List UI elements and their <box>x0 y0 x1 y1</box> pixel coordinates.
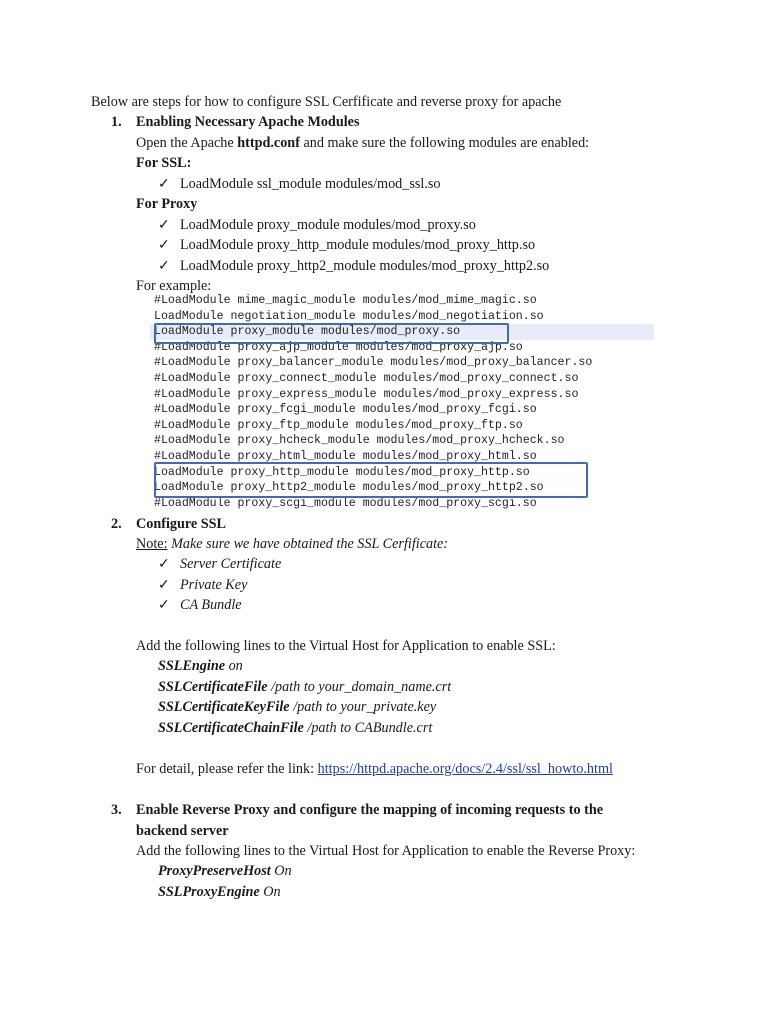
cert-item <box>158 597 242 614</box>
proxy-item <box>158 258 549 275</box>
proxy-directive <box>158 863 292 880</box>
ssl-directive <box>158 679 451 696</box>
proxy-item-label: LoadModule proxy_http_module modules/mod_proxy_http.so <box>180 237 536 253</box>
code-line: #LoadModule proxy_fcgi_module modules/mod_proxy_fcgi.so <box>154 403 537 417</box>
step3-title-line2: backend server <box>136 823 229 839</box>
note-text: Make sure we have obtained the SSL Cerfificate: <box>167 536 449 552</box>
step2-number: 2. <box>111 516 122 532</box>
step1-open-line <box>136 135 589 152</box>
step3-title-line1: Enable Reverse Proxy and configure the mapping of incoming requests to the <box>136 802 604 818</box>
note-label: Note: <box>136 536 168 552</box>
ssl-item-label: LoadModule ssl_module modules/mod_ssl.so <box>180 176 441 192</box>
directive-name: SSLEngine <box>158 658 226 674</box>
step3-number: 3. <box>111 802 122 818</box>
ssl-directive <box>158 720 432 737</box>
proxy-heading: For Proxy <box>136 196 198 212</box>
directive-value: On <box>270 863 292 879</box>
proxy-directive <box>158 884 281 901</box>
step1-title: Enabling Necessary Apache Modules <box>136 114 360 130</box>
step2-title: Configure SSL <box>136 516 227 532</box>
directive-value: /path to your_private.key <box>289 699 437 715</box>
code-line: #LoadModule proxy_ajp_module modules/mod_proxy_ajp.so <box>154 340 523 354</box>
ssl-add-lines: Add the following lines to the Virtual Host for Application to enable SSL: <box>136 638 556 654</box>
check-mark-icon: ✓ <box>158 556 170 572</box>
code-line: #LoadModule proxy_connect_module modules/mod_proxy_connect.so <box>154 371 579 385</box>
directive-name: SSLCertificateFile <box>158 679 268 695</box>
proxy-item <box>158 217 476 234</box>
code-line: LoadModule proxy_http2_module modules/mod_proxy_http2.so <box>154 481 544 495</box>
cert-item <box>158 577 247 594</box>
check-mark-icon: ✓ <box>158 258 170 274</box>
proxy-item <box>158 237 535 254</box>
code-line-highlighted: LoadModule proxy_module modules/mod_proxy.so <box>150 324 654 340</box>
directive-name: SSLProxyEngine <box>158 884 260 900</box>
step1-number: 1. <box>111 114 122 130</box>
directive-value: /path to CABundle.crt <box>303 720 433 736</box>
directive-name: SSLCertificateChainFile <box>158 720 304 736</box>
cert-item-label: CA Bundle <box>180 597 242 613</box>
check-mark-icon: ✓ <box>158 577 170 593</box>
code-line: #LoadModule proxy_html_module modules/mod_proxy_html.so <box>154 449 537 463</box>
httpd-conf-filename: httpd.conf <box>237 135 300 151</box>
code-line: #LoadModule proxy_balancer_module modules/mod_proxy_balancer.so <box>154 356 593 370</box>
code-line: #LoadModule proxy_scgi_module modules/mod_proxy_scgi.so <box>154 496 537 510</box>
step2-note <box>136 536 448 553</box>
check-mark-icon: ✓ <box>158 217 170 233</box>
highlight-box-proxy-http-modules <box>154 462 588 498</box>
directive-value: /path to your_domain_name.crt <box>267 679 452 695</box>
code-line: #LoadModule mime_magic_module modules/mod_mime_magic.so <box>154 294 537 307</box>
code-line: #LoadModule proxy_ftp_module modules/mod_proxy_ftp.so <box>154 418 523 432</box>
code-line: #LoadModule proxy_express_module modules/mod_proxy_express.so <box>154 387 579 401</box>
open-prefix: Open the Apache <box>136 135 238 151</box>
directive-value: on <box>225 658 243 674</box>
cert-item <box>158 556 281 573</box>
code-line: #LoadModule proxy_hcheck_module modules/mod_proxy_hcheck.so <box>154 434 565 448</box>
proxy-add-lines: Add the following lines to the Virtual Host for Application to enable the Reverse Proxy: <box>136 843 636 859</box>
cert-item-label: Private Key <box>180 577 248 593</box>
proxy-item-label: LoadModule proxy_module modules/mod_proxy.so <box>180 217 476 233</box>
highlight-box-proxy-module <box>154 323 509 344</box>
check-mark-icon: ✓ <box>158 597 170 613</box>
proxy-item-label: LoadModule proxy_http2_module modules/mod_proxy_http2.so <box>180 258 550 274</box>
ssl-item <box>158 176 441 193</box>
ssl-directive <box>158 699 436 716</box>
check-mark-icon: ✓ <box>158 176 170 192</box>
code-line: LoadModule proxy_http_module modules/mod_proxy_http.so <box>154 465 530 479</box>
detail-line <box>136 761 613 778</box>
ssl-howto-link[interactable]: https://httpd.apache.org/docs/2.4/ssl/ssl_howto.html <box>317 761 613 777</box>
open-suffix: and make sure the following modules are enabled: <box>299 135 590 151</box>
ssl-heading: For SSL: <box>136 155 192 171</box>
directive-name: ProxyPreserveHost <box>158 863 271 879</box>
directive-value: On <box>259 884 281 900</box>
example-label: For example: <box>136 278 212 294</box>
ssl-directive <box>158 658 243 675</box>
check-mark-icon: ✓ <box>158 237 170 253</box>
code-line: LoadModule negotiation_module modules/mod_negotiation.so <box>154 309 544 323</box>
intro-text: Below are steps for how to configure SSL Cerfificate and reverse proxy for apache <box>91 94 562 110</box>
detail-prefix: For detail, please refer the link: <box>136 761 318 777</box>
directive-name: SSLCertificateKeyFile <box>158 699 290 715</box>
cert-item-label: Server Certificate <box>180 556 282 572</box>
